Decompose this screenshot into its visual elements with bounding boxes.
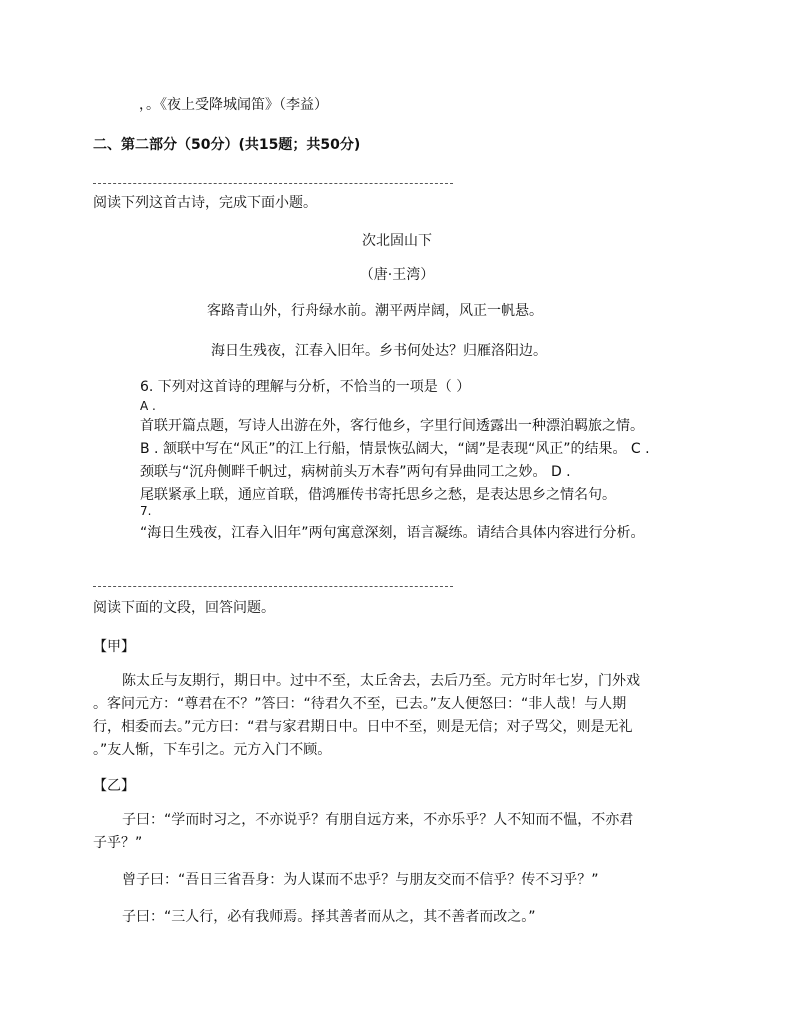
question-6-line: 颈联与“沉舟侧畔千帆过，病树前头万木春”两句有异曲同工之妙。 D . (140, 464, 571, 480)
part1-intro: 阅读下列这首古诗，完成下面小题。 (93, 195, 317, 211)
poem-line-1: 客路青山外，行舟绿水前。潮平两岸阔，风正一帆悬。 (207, 303, 543, 319)
yi-line: 子曰：“学而时习之，不亦说乎？有朋自远方来，不亦乐乎？人不知而不愠，不亦君 (122, 812, 634, 828)
poem-title: 次北固山下 (362, 233, 432, 249)
question-6-line: 首联开篇点题，写诗人出游在外，客行他乡，字里行间透露出一种漂泊羁旅之情。 (140, 418, 644, 434)
yi-line: 子曰：“三人行，必有我师焉。择其善者而从之，其不善者而改之。” (122, 909, 536, 925)
question-6: 6. 下列对这首诗的理解与分析，不恰当的一项是（ ） (140, 379, 471, 395)
section-heading: 二、第二部分（50分）(共15题；共50分) (93, 137, 361, 153)
question-6-line: B . 颔联中写在“风正”的江上行船，情景恢弘阔大，“阔”是表现“风正”的结果。 C . (140, 441, 650, 457)
question-6-line: 尾联紧承上联，通应首联，借鸿雁传书寄托思乡之愁，是表达思乡之情名句。 (140, 487, 616, 503)
poem-author: （唐·王湾） (359, 267, 435, 283)
divider-2 (93, 586, 453, 587)
poem-line-2: 海日生残夜，江春入旧年。乡书何处达？归雁洛阳边。 (211, 343, 547, 359)
yi-label: 【乙】 (93, 778, 135, 794)
question-7-number: 7. (140, 504, 152, 518)
divider-1 (93, 183, 453, 184)
option-a-label: A . (140, 399, 156, 413)
question-7-text: “海日生残夜，江春入旧年”两句寓意深刻，语言凝练。请结合具体内容进行分析。 (140, 525, 645, 541)
jia-label: 【甲】 (93, 639, 135, 655)
top-line: ，。《夜上受降城闻笛》（李益） (139, 97, 328, 113)
part2-intro: 阅读下面的文段，回答问题。 (93, 600, 275, 616)
yi-line: 子乎？” (93, 835, 143, 851)
jia-line: 陈太丘与友期行，期日中。过中不至，太丘舍去，去后乃至。元方时年七岁，门外戏 (122, 673, 640, 689)
yi-line: 曾子曰：“吾日三省吾身：为人谋而不忠乎？与朋友交而不信乎？传不习乎？” (122, 872, 599, 888)
jia-line: 行，相委而去。”元方曰：“君与家君期日中。日中不至，则是无信；对子骂父，则是无礼 (93, 719, 633, 735)
jia-line: 。客问元方：“尊君在不？”答曰：“待君久不至，已去。”友人便怒曰：“非人哉！与人期 (93, 696, 627, 712)
jia-line: 。”友人惭，下车引之。元方入门不顾。 (93, 742, 332, 758)
